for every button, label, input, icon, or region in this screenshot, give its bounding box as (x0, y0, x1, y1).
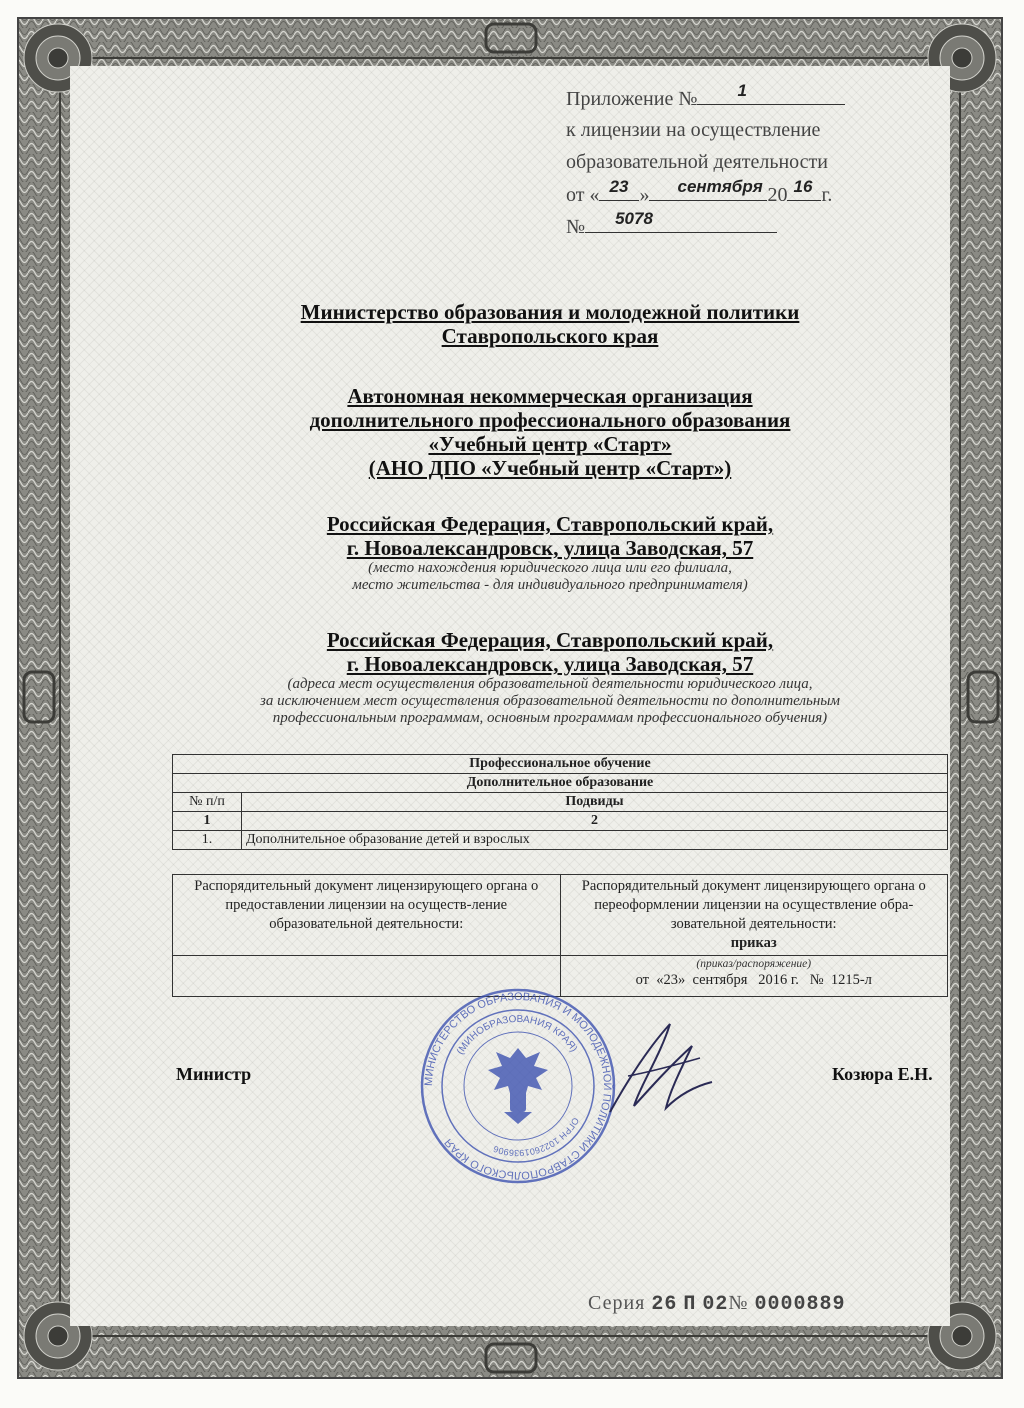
regulatory-documents-table (172, 874, 948, 997)
authority-line-1: Министерство образования и молодежной политики (300, 300, 800, 324)
signer-name: Козюра Е.Н. (832, 1064, 933, 1084)
table-row (173, 774, 948, 793)
table-index-row (173, 812, 948, 831)
eagle-emblem-icon (488, 1048, 548, 1124)
location-line-1: Российская Федерация, Ставропольский край, (326, 512, 774, 536)
year-suffix: г. (821, 184, 833, 206)
grant-document-header: Распорядительный документ лицензирующего органа о предоставлении лицензии на осуществ-ление образовательной деятельности: (173, 875, 561, 956)
legal-address (200, 512, 900, 594)
appendix-year: 16 (793, 177, 813, 196)
activity-note-1: (адреса мест осуществления образовательной деятельности юридического лица, (287, 676, 813, 692)
appendix-label: Приложение № (566, 88, 698, 110)
series-code-2: П (683, 1293, 697, 1316)
form-number: 0000889 (754, 1293, 846, 1316)
reissue-document-header (560, 875, 948, 956)
activity-note-3: профессиональным программам, основным программам профессионального обучения) (272, 710, 828, 726)
activity-line-2: г. Новоалександровск, улица Заводская, 57 (346, 652, 754, 676)
activity-address (200, 628, 900, 727)
table-row (173, 831, 948, 850)
document-date-number: от «23» сентября 2016 г. № 1215-л (635, 972, 872, 988)
location-line-2: г. Новоалександровск, улица Заводская, 57 (346, 536, 754, 560)
organization-line-4: (АНО ДПО «Учебный центр «Старт») (368, 456, 732, 480)
column-index-1: 1 (173, 812, 242, 831)
license-number-label: № (566, 216, 586, 238)
appendix-day: 23 (609, 177, 629, 196)
authority-name (200, 300, 900, 348)
reissue-document-header-text: Распорядительный документ лицензирующего органа о переоформлении лицензии на осуществление обра-зовательной деятельности: (581, 878, 926, 932)
appendix-header (566, 82, 845, 242)
kind-professional: Профессиональное обучение (173, 755, 948, 774)
organization-line-3: «Учебный центр «Старт» (428, 432, 672, 456)
activity-note-2: за исключением мест осуществления образовательной деятельности по дополнительным (260, 693, 840, 709)
year-prefix: 20 (767, 184, 788, 206)
handwritten-signature (600, 1016, 720, 1126)
appendix-number: 1 (737, 81, 747, 100)
education-kinds-table (172, 754, 948, 850)
authority-line-2: Ставропольского края (441, 324, 659, 348)
table-header-row (173, 793, 948, 812)
row-number: 1. (173, 831, 242, 850)
activity-line-1: Российская Федерация, Ставропольский край, (326, 628, 774, 652)
seal-inner-text: (МИНОБРАЗОВАНИЯ КРАЯ) (454, 1013, 580, 1057)
organization-name (200, 384, 900, 480)
series-code-1: 26 (651, 1293, 678, 1316)
seal-outer-text: МИНИСТЕРСТВО ОБРАЗОВАНИЯ И МОЛОДЕЖНОЙ ПОЛИТИКИ СТАВРОПОЛЬСКОГО КРАЯ (422, 990, 614, 1182)
seal-ogrn: ОГРН 1022601936906 (492, 1115, 581, 1159)
date-close: » (639, 184, 650, 206)
series-code-3: 02 (702, 1293, 729, 1316)
appendix-month: сентября (677, 177, 763, 196)
official-seal (418, 986, 618, 1186)
kind-additional: Дополнительное образование (173, 774, 948, 793)
document-type: приказ (730, 935, 777, 951)
document-type-note: (приказ/распоряжение) (696, 958, 812, 970)
appendix-line-2: к лицензии на осуществление (566, 119, 821, 141)
appendix-line-3: образовательной деятельности (566, 151, 828, 173)
signer-position: Министр (176, 1064, 252, 1084)
license-number: 5078 (615, 209, 653, 228)
column-header-subtypes: Подвиды (242, 793, 948, 812)
column-header-number: № п/п (173, 793, 242, 812)
form-number-sign: № (728, 1292, 749, 1314)
organization-line-1: Автономная некоммерческая организация (347, 384, 753, 408)
location-note-1: (место нахождения юридического лица или его филиала, (368, 560, 732, 576)
table-row (173, 875, 948, 956)
reissue-document-value (560, 956, 948, 997)
column-index-2: 2 (242, 812, 948, 831)
table-row (173, 755, 948, 774)
location-note-2: место жительства - для индивидуального предпринимателя) (352, 577, 748, 593)
date-open: от « (566, 184, 600, 206)
series-label: Серия (588, 1292, 646, 1314)
row-subtype: Дополнительное образование детей и взрослых (242, 831, 948, 850)
organization-line-2: дополнительного профессионального образования (309, 408, 791, 432)
form-series (588, 1292, 846, 1316)
